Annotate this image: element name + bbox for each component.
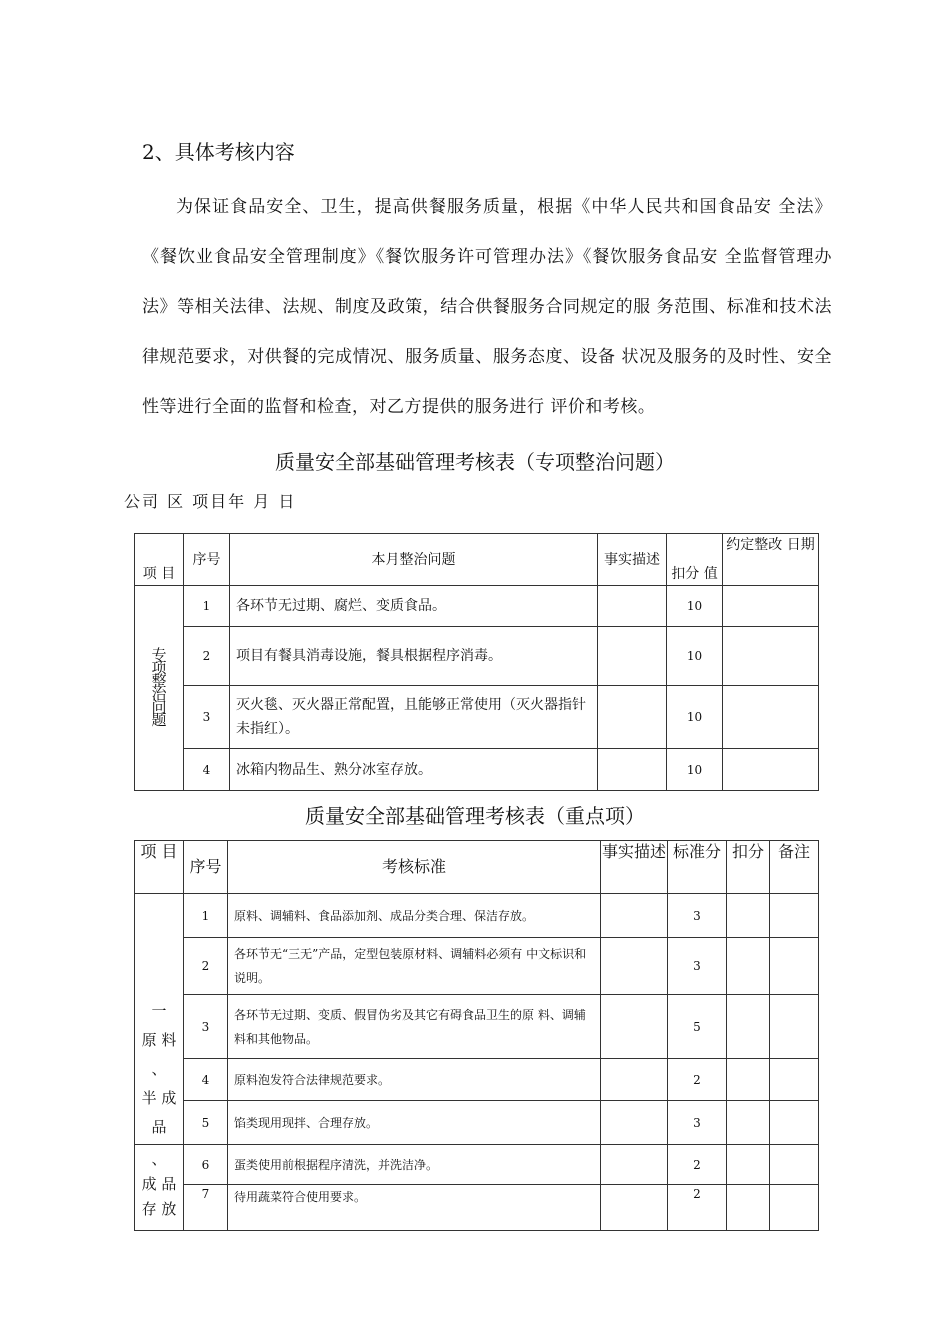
row-desc [601,995,668,1059]
row-note [770,1145,819,1185]
table-row [135,1101,819,1145]
section-heading: 2、具体考核内容 [142,140,295,164]
row-score: 3 [668,894,727,938]
row-desc [598,627,667,686]
row-issue: 各环节无过期、腐烂、变质食品。 [230,586,598,627]
row-seq: 1 [184,894,228,938]
header-desc: 事实描述 [598,534,667,586]
header-standard: 考核标准 [228,841,601,894]
special-rectification-table [134,533,819,791]
row-seq: 2 [184,627,230,686]
row-desc [601,1185,668,1231]
row-seq: 7 [184,1185,228,1231]
header-seq: 序号 [184,534,230,586]
row-note [770,1185,819,1231]
row-score: 2 [668,1145,727,1185]
row-standard: 原料泡发符合法律规范要求。 [228,1059,601,1101]
row-value: 10 [667,749,723,791]
row-standard: 蛋类使用前根据程序清洗，并洗洁净。 [228,1145,601,1185]
row-deduct [727,894,770,938]
row-seq: 4 [184,749,230,791]
row-deduct [727,938,770,995]
row-deduct [727,995,770,1059]
row-desc [598,686,667,749]
row-seq: 2 [184,938,228,995]
category-a-cell [135,894,184,1145]
row-deadline [723,627,819,686]
category-cell [135,586,184,791]
row-seq: 4 [184,1059,228,1101]
table-row [135,1185,819,1231]
row-desc [601,1101,668,1145]
category-a-line: 一 [151,1002,167,1020]
row-note [770,938,819,995]
row-seq: 3 [184,995,228,1059]
table-row [135,1059,819,1101]
table-header-row [135,534,819,586]
table-row [135,995,819,1059]
row-note [770,1101,819,1145]
row-standard: 馅类现用现拌、合理存放。 [228,1101,601,1145]
category-a-line: 半 成 [141,1089,177,1107]
header-issue: 本月整治问题 [230,534,598,586]
header-project: 项 目 [135,841,184,894]
row-seq: 1 [184,586,230,627]
row-desc [598,749,667,791]
table-row [135,749,819,791]
row-seq: 5 [184,1101,228,1145]
row-standard: 各环节无过期、变质、假冒伪劣及其它有碍食品卫生的原 料、调辅料和其他物品。 [228,995,601,1059]
category-label: 专项整治问题 [149,647,168,725]
table-row [135,894,819,938]
row-deduct [727,1145,770,1185]
table-row [135,586,819,627]
row-value: 10 [667,627,723,686]
row-issue: 灭火毯、灭火器正常配置，且能够正常使用（灭火器指针未指红）。 [230,686,598,749]
category-b-cell [135,1145,184,1231]
intro-text: 为保证食品安全、卫生，提高供餐服务质量，根据《中华人民共和国食品安 全法》《餐饮业食品安全管理制度》《餐饮服务许可管理办法》《餐饮服务食品安 全监督管理办法》等相关法律、法规、制度及政策，结合供餐服务合同规定的服 务范围、标准和技术法律规范要求，对供餐的完成情况、服务质量、服务态度、设备 状况及服务的及时性、安全性等进行全面的监督和检查，对乙方提供的服务进行 评价和考核。 [142,197,832,417]
row-deadline [723,586,819,627]
row-standard: 各环节无“三无”产品，定型包装原材料、调辅料必须有 中文标识和说明。 [228,938,601,995]
row-standard: 原料、调辅料、食品添加剂、成品分类合理、保洁存放。 [228,894,601,938]
row-desc [598,586,667,627]
table-row [135,627,819,686]
table-row [135,1145,819,1185]
table1-title: 质量安全部基础管理考核表（专项整治问题） [275,450,675,474]
row-note [770,894,819,938]
header-score: 标准分 [668,841,727,894]
row-value: 10 [667,686,723,749]
header-deduct: 扣分 值 [667,534,723,586]
category-b-line: 、 [151,1150,167,1168]
table1-meta: 公司 区 项目年 月 日 [124,492,297,511]
row-desc [601,938,668,995]
row-seq: 6 [184,1145,228,1185]
category-a-line: 、 [151,1060,167,1078]
row-value: 10 [667,586,723,627]
header-desc: 事实描述 [601,841,668,894]
category-b-line: 存 放 [141,1200,177,1218]
row-score: 3 [668,1101,727,1145]
category-a-line: 原 料 [141,1031,177,1049]
table-header-row [135,841,819,894]
table2-title: 质量安全部基础管理考核表（重点项） [305,804,645,828]
header-project: 项 目 [135,534,184,586]
header-note: 备注 [770,841,819,894]
row-deduct [727,1185,770,1231]
row-issue: 项目有餐具消毒设施，餐具根据程序消毒。 [230,627,598,686]
row-note [770,995,819,1059]
category-b-line: 成 品 [141,1175,177,1193]
row-deduct [727,1101,770,1145]
row-deadline [723,686,819,749]
row-deduct [727,1059,770,1101]
category-a-line: 品 [151,1118,167,1136]
header-deduct: 扣分 [727,841,770,894]
row-score: 2 [668,1185,727,1231]
row-score: 3 [668,938,727,995]
table-row [135,938,819,995]
row-desc [601,1059,668,1101]
row-seq: 3 [184,686,230,749]
intro-paragraph [142,182,832,432]
table-row [135,686,819,749]
row-desc [601,1145,668,1185]
row-standard: 待用蔬菜符合使用要求。 [228,1185,601,1231]
key-items-table [134,840,819,1231]
row-note [770,1059,819,1101]
row-score: 5 [668,995,727,1059]
header-deadline: 约定整改 日期 [723,534,819,586]
row-score: 2 [668,1059,727,1101]
row-issue: 冰箱内物品生、熟分冰室存放。 [230,749,598,791]
row-desc [601,894,668,938]
row-deadline [723,749,819,791]
header-seq: 序号 [184,841,228,894]
